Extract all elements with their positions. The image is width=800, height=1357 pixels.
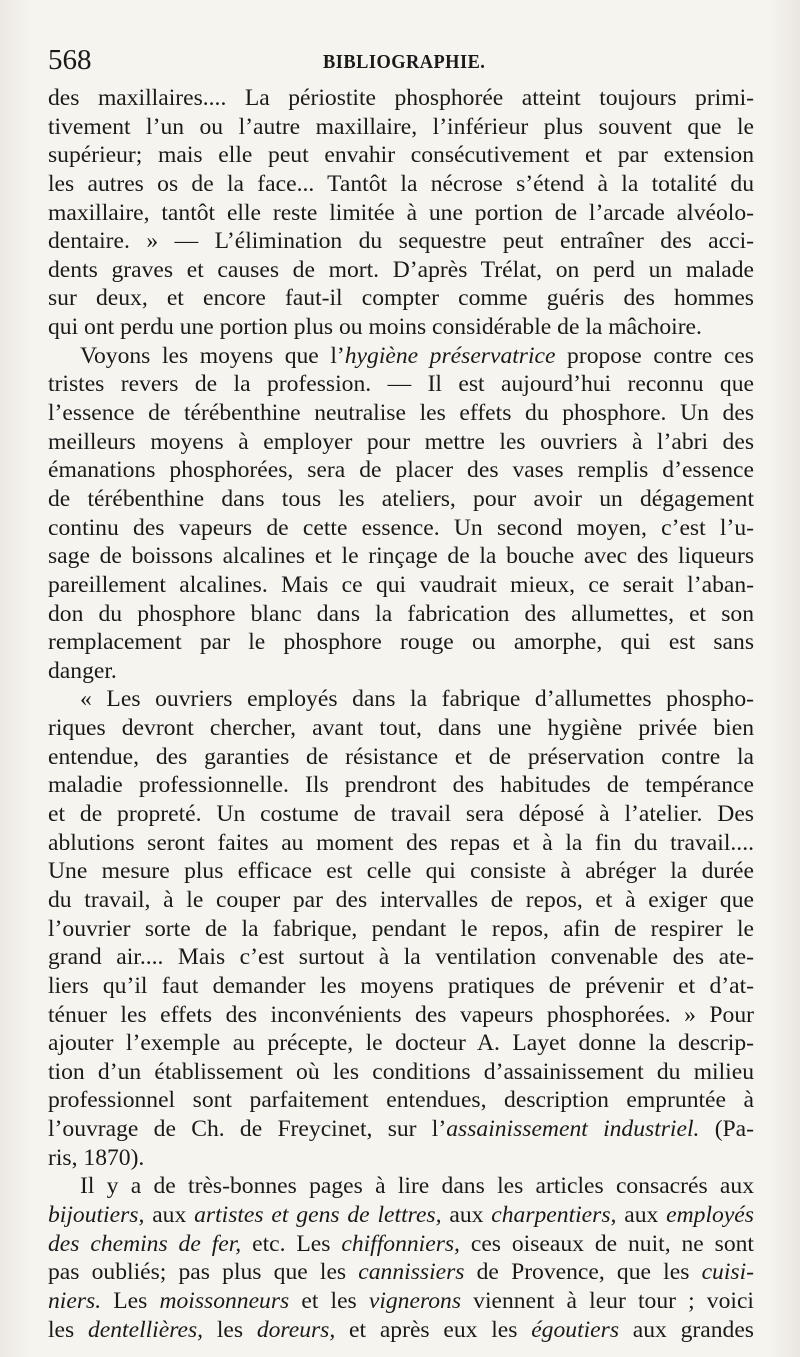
text-line: supérieur; mais elle peut envahir consécutivement et par extension xyxy=(48,142,754,169)
text-segment: l’ouvrage de Ch. de Freycinet, sur l’ xyxy=(48,1116,447,1143)
text-line: ténuer les effets des inconvénients des vapeurs phosphorées. » Pour xyxy=(48,1001,754,1028)
italic-term: cannissiers xyxy=(358,1259,465,1286)
text-line: danger. xyxy=(48,657,117,684)
text-line: pareillement alcalines. Mais ce qui vaudrait mieux, ce serait l’aban- xyxy=(48,571,754,598)
italic-term: artistes et gens de lettres, xyxy=(194,1201,442,1228)
text-line: de térébenthine dans tous les ateliers, pour avoir un dégagement xyxy=(48,485,754,512)
text-line: Une mesure plus efficace est celle qui consiste à abréger la durée xyxy=(48,858,754,885)
italic-term: vignerons xyxy=(368,1287,462,1314)
text-segment: aux xyxy=(144,1201,195,1228)
text-line: « Les ouvriers employés dans la fabrique d’allumettes phospho- xyxy=(80,686,754,713)
text-segment: aux xyxy=(441,1201,492,1228)
text-segment: Voyons les moyens que l’ xyxy=(80,342,345,369)
text-segment: ces oiseaux de nuit, ne sont xyxy=(459,1230,754,1257)
page-header xyxy=(48,40,754,80)
italic-term: employés xyxy=(666,1201,754,1228)
page-number: 568 xyxy=(48,44,92,76)
text-line: du travail, à le couper par des intervalles de repos, et à exiger que xyxy=(48,886,754,913)
text-line: les autres os de la face... Tantôt la nécrose s’étend à la totalité du xyxy=(48,170,754,197)
text-line: ablutions seront faites au moment des repas et à la fin du travail.... xyxy=(48,829,754,856)
italic-term: doreurs, xyxy=(256,1316,336,1343)
text-segment: les xyxy=(48,1316,88,1343)
text-line: tristes revers de la profession. — Il est aujourd’hui reconnu que xyxy=(48,371,754,398)
text-line xyxy=(48,1230,754,1259)
text-line xyxy=(48,342,754,371)
text-line xyxy=(48,1201,754,1230)
text-line: qui ont perdu une portion plus ou moins considérable de la mâchoire. xyxy=(48,314,702,341)
text-line: sage de boissons alcalines et le rinçage de la bouche avec des liqueurs xyxy=(48,543,754,570)
text-segment: (Pa- xyxy=(699,1116,754,1143)
italic-term: dentellières, xyxy=(87,1316,204,1343)
italic-term: moissonneurs xyxy=(159,1287,290,1314)
text-line: l’ouvrier sorte de la fabrique, pendant le repos, afin de respirer le xyxy=(48,915,754,942)
text-segment: aux grandes xyxy=(619,1316,754,1343)
italic-term: hygiène préservatrice xyxy=(344,342,556,369)
text-line: dentaire. » — L’élimination du sequestre peut entraîner des acci- xyxy=(48,228,754,255)
italic-term: des chemins de fer, xyxy=(48,1230,242,1257)
text-line: entendue, des garanties de résistance et de préservation contre la xyxy=(48,743,754,770)
italic-term: niers. xyxy=(48,1287,102,1314)
text-line xyxy=(48,1316,754,1345)
italic-term: égoutiers xyxy=(531,1316,620,1343)
text-line: maladie professionnelle. Ils prendront des habitudes de tempérance xyxy=(48,772,754,799)
text-line: continu des vapeurs de cette essence. Un second moyen, c’est l’u- xyxy=(48,514,754,541)
text-line xyxy=(48,1115,754,1144)
text-line: et de propreté. Un costume de travail sera déposé à l’atelier. Des xyxy=(48,801,754,828)
running-head: BIBLIOGRAPHIE. xyxy=(323,51,486,73)
italic-term: cuisi- xyxy=(701,1259,754,1286)
text-segment: propose contre ces xyxy=(555,342,754,369)
text-line: tivement l’un ou l’autre maxillaire, l’inférieur plus souvent que le xyxy=(48,113,754,140)
text-line: des maxillaires.... La périostite phosphorée atteint toujours primi- xyxy=(48,85,754,111)
text-segment: aux xyxy=(616,1201,667,1228)
text-segment: Les xyxy=(101,1287,160,1314)
body-text xyxy=(48,84,754,1344)
text-line: l’essence de térébenthine neutralise les effets du phosphore. Un des xyxy=(48,400,754,427)
text-segment: Il y a de très-bonnes pages à lire dans les articles consacrés aux xyxy=(80,1173,754,1200)
text-segment: viennent à leur tour ; voici xyxy=(461,1287,754,1314)
italic-term: charpentiers, xyxy=(491,1201,617,1228)
text-line xyxy=(48,1287,754,1316)
italic-term: assainissement industriel. xyxy=(446,1116,700,1143)
text-line xyxy=(48,1172,754,1201)
text-line: liers qu’il faut demander les moyens pratiques de prévenir et d’at- xyxy=(48,972,754,999)
text-segment: et après eux les xyxy=(335,1316,532,1343)
text-segment: les xyxy=(203,1316,257,1343)
text-line: riques devront chercher, avant tout, dans une hygiène privée bien xyxy=(48,715,754,742)
text-segment: de Provence, que les xyxy=(464,1259,702,1286)
text-line: don du phosphore blanc dans la fabrication des allumettes, et son xyxy=(48,600,754,627)
text-line: tion d’un établissement où les conditions d’assainissement du milieu xyxy=(48,1058,754,1085)
text-segment: et les xyxy=(289,1287,369,1314)
text-line: dents graves et causes de mort. D’après Trélat, on perd un malade xyxy=(48,256,754,283)
text-line: meilleurs moyens à employer pour mettre les ouvriers à l’abri des xyxy=(48,428,754,455)
text-line: ajouter l’exemple au précepte, le docteur A. Layet donne la descrip- xyxy=(48,1030,754,1057)
text-line: sur deux, et encore faut-il compter comme guéris des hommes xyxy=(48,285,754,312)
italic-term: bijoutiers, xyxy=(48,1201,145,1228)
text-segment: etc. Les xyxy=(241,1230,342,1257)
text-line: grand air.... Mais c’est surtout à la ventilation convenable des ate- xyxy=(48,944,754,971)
text-line xyxy=(48,1258,754,1287)
text-line: maxillaire, tantôt elle reste limitée à une portion de l’arcade alvéolo- xyxy=(48,199,754,226)
italic-term: chiffonniers, xyxy=(341,1230,460,1257)
text-line: professionnel sont parfaitement entendues, description empruntée à xyxy=(48,1087,754,1114)
text-line: remplacement par le phosphore rouge ou amorphe, qui est sans xyxy=(48,629,754,656)
text-line: ris, 1870). xyxy=(48,1144,145,1171)
text-line: émanations phosphorées, sera de placer des vases remplis d’essence xyxy=(48,457,754,484)
text-segment: pas oubliés; pas plus que les xyxy=(48,1259,359,1286)
